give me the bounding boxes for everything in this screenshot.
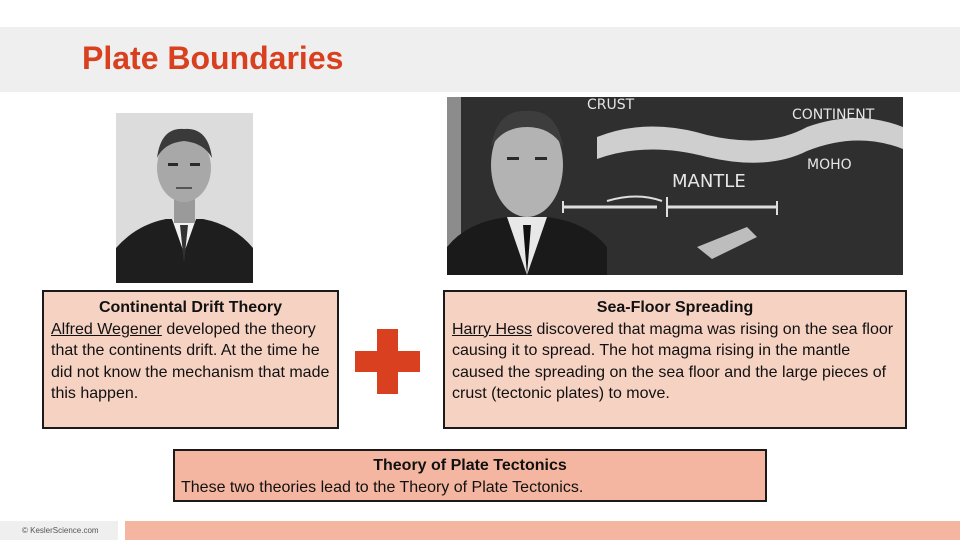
plate-tectonics-box — [173, 449, 767, 502]
blackboard-mantle-label: MANTLE — [672, 171, 746, 192]
footer-copyright: © KeslerScience.com — [22, 526, 99, 535]
slide-title: Plate Boundaries — [82, 40, 344, 76]
continental-drift-box — [42, 290, 339, 429]
continental-drift-heading: Continental Drift Theory — [98, 299, 283, 316]
wegener-portrait — [116, 113, 253, 283]
continental-drift-body — [51, 319, 330, 405]
sea-floor-heading: Sea-Floor Spreading — [596, 299, 754, 316]
hess-blackboard-photo — [447, 97, 903, 275]
hess-name: Harry Hess — [452, 320, 533, 338]
wegener-name: Alfred Wegener — [51, 320, 162, 338]
blackboard-moho-label: MOHO — [807, 157, 852, 173]
sea-floor-spreading-box — [443, 290, 907, 429]
blackboard-continent-label: CONTINENT — [792, 107, 875, 123]
blackboard-crust-label: CRUST — [587, 97, 635, 113]
sea-floor-text: discovered that magma was rising on the sea floor causing it to spread. The hot magma rising in the mantle caused the spreading on the sea floor and the large pieces of crust (tectonic plates) to move. — [452, 320, 894, 402]
footer-accent-bar — [125, 521, 960, 540]
plus-icon — [355, 329, 420, 394]
plate-tectonics-text: These two theories lead to the Theory of Plate Tectonics. — [181, 478, 584, 496]
sea-floor-body — [452, 319, 898, 405]
plate-tectonics-heading: Theory of Plate Tectonics — [373, 457, 567, 474]
continental-drift-text: developed the theory that the continents drift. At the time he did not know the mechanism that made this happen. — [51, 320, 330, 402]
